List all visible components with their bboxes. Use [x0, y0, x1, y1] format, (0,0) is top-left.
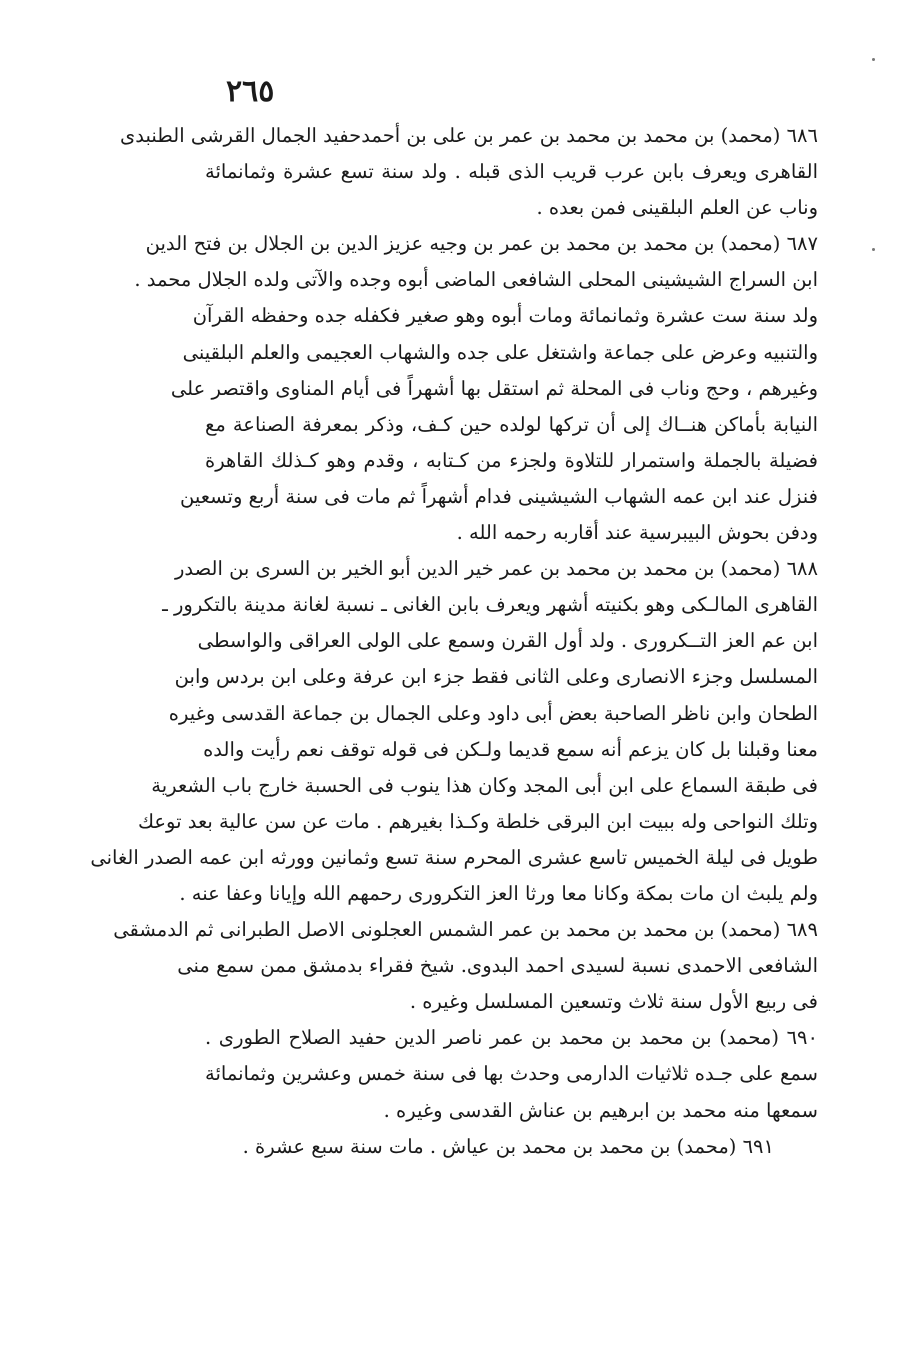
text-line: فى ربيع الأول سنة ثلاث وتسعين المسلسل وغيره .	[409, 990, 818, 1014]
text-line: القاهرى المالـكى وهو بكنيته أشهر ويعرف بابن الغانى ـ نسبة لغانة مدينة بالتكرور ـ	[162, 593, 818, 617]
text-line: وناب عن العلم البلقينى فمن بعده .	[536, 196, 818, 220]
text-line: ٦٩٠ (محمد) بن محمد بن محمد بن عمر ناصر الدين حفيد الصلاح الطورى .	[205, 1026, 818, 1050]
text-line: المسلسل وجزء الانصارى وعلى الثانى فقط جزء ابن عرفة وعلى ابن بردس وابن	[174, 665, 818, 689]
text-line: فضيلة بالجملة واستمرار للتلاوة ولجزء من كـتابه ، وقدم وهو كـذلك القاهرة	[205, 448, 818, 472]
page-number: ٢٦٥	[226, 74, 275, 109]
text-line: ٦٨٦ (محمد) بن محمد بن محمد بن عمر بن على بن أحمدحفيد الجمال القرشى الطنبدى	[120, 124, 818, 147]
text-line: الشافعى الاحمدى نسبة لسيدى احمد البدوى. شيخ فقراء بدمشق ممن سمع منى	[177, 954, 818, 978]
text-line: فى طبقة السماع على ابن أبى المجد وكان هذا ينوب فى الحسبة خارج باب الشعرية	[151, 773, 818, 797]
text-line: فنزل عند ابن عمه الشهاب الشيشينى فدام أشهراً ثم مات فى سنة أربع وتسعين	[179, 484, 818, 508]
text-line: والتنبيه وعرض على جماعة واشتغل على جده والشهاب العجيمى والعلم البلقينى	[182, 340, 818, 364]
text-line: ٦٨٨ (محمد) بن محمد بن محمد بن عمر خير الدين أبو الخير بن السرى بن الصدر	[174, 557, 818, 581]
text-line: معنا وقبلنا بل كان يزعم أنه سمع قديما ولـكن فى قوله توقف نعم رأيت والده	[203, 737, 818, 761]
text-line: ٦٩١ (محمد) بن محمد بن محمد بن عياش . مات سنة سبع عشرة .	[242, 1134, 774, 1158]
text-line: ودفن بحوش البيبرسية عند أقاربه رحمه الله .	[456, 521, 818, 545]
text-line: طويل فى ليلة الخميس تاسع عشرى المحرم سنة تسع وثمانين وورثه ابن عمه الصدر الغانى	[90, 845, 818, 869]
text-line: وتلك النواحى وله ببيت ابن البرقى خلطة وكـذا بغيرهم . مات عن سن عالية بعد توعك	[137, 809, 818, 833]
text-line: ابن عم العز التــكرورى . ولد أول القرن وسمع على الولى العراقى والواسطى	[197, 629, 818, 653]
text-line: ٦٨٧ (محمد) بن محمد بن محمد بن عمر بن وجيه عزيز الدين بن الجلال بن فتح الدين	[145, 232, 818, 256]
text-line: وغيرهم ، وحج وناب فى المحلة ثم استقل بها أشهراً فى أيام المناوى واقتصر على	[170, 376, 818, 400]
text-line: النيابة بأماكن هنــاك إلى أن تركها لولده حين كـف، وذكر بمعرفة الصناعة مع	[205, 412, 818, 436]
text-line: ابن السراج الشيشينى المحلى الشافعى الماضى أبوه وجده والآتى ولده الجلال محمد .	[134, 268, 818, 292]
text-line: ولم يلبث ان مات بمكة وكانا معا ورثا العز التكرورى رحمهم الله وإيانا وعفا عنه .	[179, 881, 818, 905]
scan-speck	[872, 248, 875, 251]
text-line: سمعها منه محمد بن ابرهيم بن عناش القدسى وغيره .	[383, 1098, 818, 1122]
text-line: ٦٨٩ (محمد) بن محمد بن محمد بن عمر الشمس العجلونى الاصل الطبرانى ثم الدمشقى	[113, 918, 818, 942]
scan-speck	[872, 58, 875, 61]
body-text	[90, 118, 818, 1165]
text-line: القاهرى ويعرف بابن عرب قريب الذى قبله . ولد سنة تسع عشرة وثمانمائة	[205, 160, 818, 184]
text-line: الطحان وابن ناظر الصاحبة بعض أبى داود وعلى الجمال بن جماعة القدسى وغيره	[168, 701, 818, 725]
text-line: سمع على جـده ثلاثيات الدارمى وحدث بها فى سنة خمس وعشرين وثمانمائة	[205, 1062, 818, 1086]
text-line: ولد سنة ست عشرة وثمانمائة ومات أبوه وهو صغير فكفله جده وحفظه القرآن	[192, 304, 818, 328]
